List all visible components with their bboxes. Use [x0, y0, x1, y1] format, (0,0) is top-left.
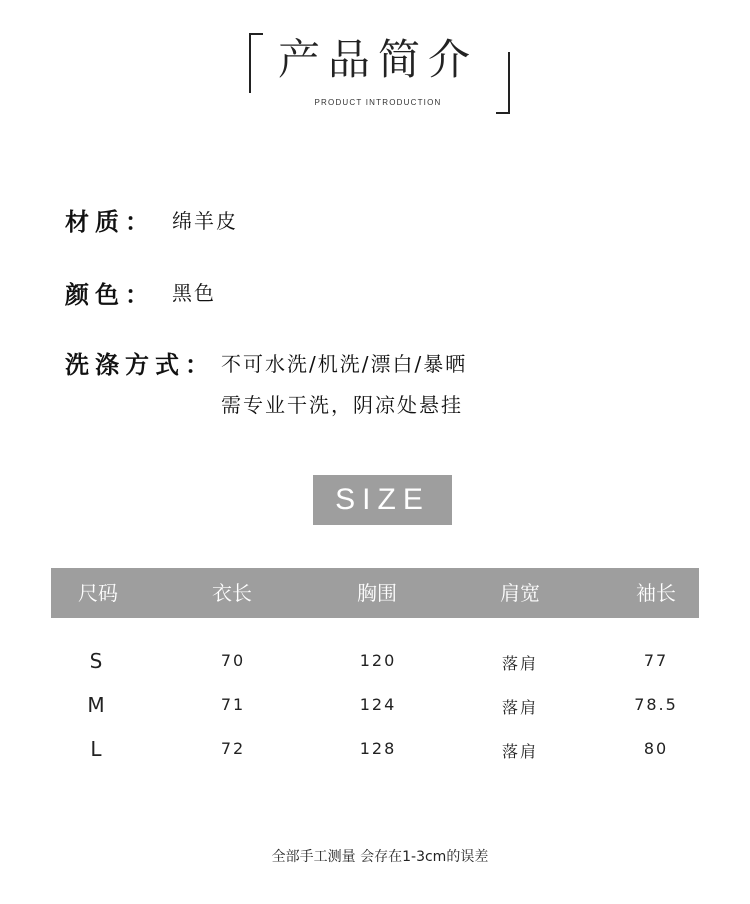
size-section-title: SIZE [313, 475, 452, 525]
color-label: 颜色： [65, 281, 155, 309]
row-s-sleeve: 77 [643, 651, 669, 670]
header-chest: 胸围 [357, 581, 397, 605]
row-l-sleeve: 80 [643, 739, 669, 758]
row-s-chest: 120 [359, 651, 397, 670]
row-l-length: 72 [220, 739, 246, 758]
page-title: 产品简介 [277, 35, 478, 84]
wash-line-1: 不可水洗/机洗/漂白/暴晒 [221, 352, 468, 376]
header-shoulder: 肩宽 [500, 581, 540, 605]
row-m-sleeve: 78.5 [634, 695, 678, 714]
title-block [0, 0, 750, 130]
row-l-shoulder: 落肩 [501, 742, 538, 761]
left-bracket-decoration [249, 33, 263, 93]
header-size: 尺码 [78, 581, 118, 605]
header-length: 衣长 [212, 581, 252, 605]
row-l-size: L [90, 737, 102, 761]
wash-label: 洗涤方式： [65, 351, 215, 379]
row-m-chest: 124 [359, 695, 397, 714]
measurement-note: 全部手工测量 会存在1-3cm的误差 [271, 849, 489, 865]
page-subtitle: PRODUCT INTRODUCTION [314, 98, 442, 107]
size-table-header [51, 568, 699, 618]
row-l-chest: 128 [359, 739, 397, 758]
row-m-length: 71 [220, 695, 246, 714]
row-s-size: S [89, 649, 103, 673]
header-sleeve: 袖长 [636, 581, 676, 605]
right-bracket-decoration [496, 52, 510, 114]
color-value: 黑色 [172, 281, 216, 305]
material-label: 材质： [65, 208, 155, 236]
material-value: 绵羊皮 [172, 209, 238, 233]
row-s-shoulder: 落肩 [501, 654, 538, 673]
row-m-size: M [87, 693, 105, 717]
wash-line-2: 需专业干洗，阴凉处悬挂 [221, 393, 463, 417]
row-m-shoulder: 落肩 [501, 698, 538, 717]
row-s-length: 70 [220, 651, 246, 670]
